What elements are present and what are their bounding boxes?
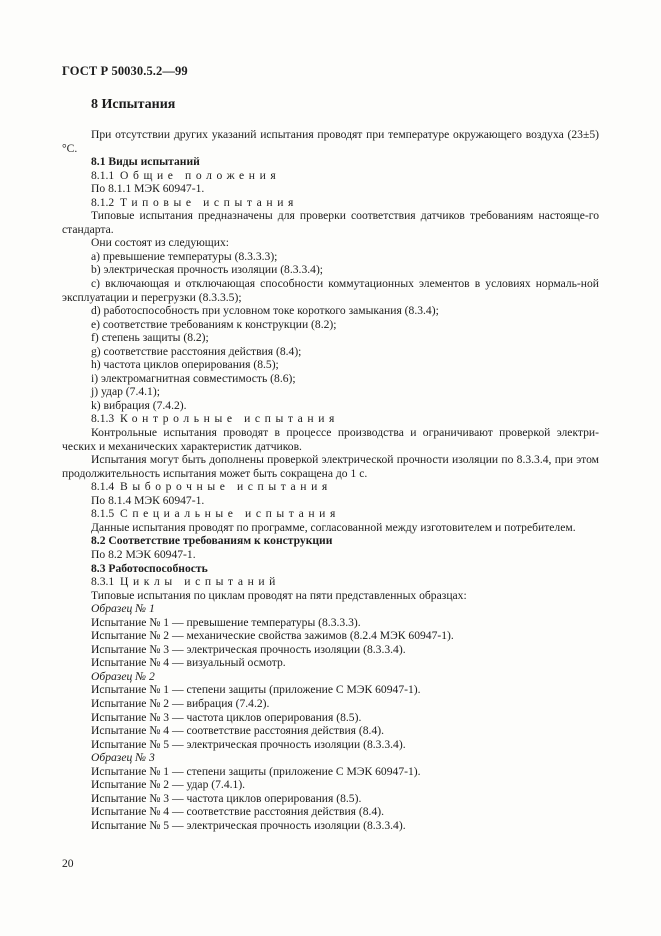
paragraph: Испытание № 5 — электрическая прочность изоляции (8.3.3.4). — [91, 737, 406, 751]
paragraph — [62, 412, 599, 426]
clause-title: Типовые испытания — [119, 195, 298, 209]
clause-title: Циклы испытаний — [119, 575, 280, 589]
clause-number: 8.1.3 — [91, 412, 120, 426]
clause-number: 8.1.5 — [91, 507, 120, 521]
paragraph: b) электрическая прочность изоляции (8.3.3.4); — [91, 263, 324, 277]
paragraph: e) соответствие требованиям к конструкции (8.2); — [91, 317, 337, 331]
paragraph: Испытание № 1 — степени защиты (приложение С МЭК 60947-1). — [91, 764, 421, 778]
paragraph: f) степень защиты (8.2); — [91, 331, 209, 345]
paragraph: По 8.2 МЭК 60947-1. — [91, 547, 196, 561]
paragraph: При отсутствии других указаний испытания проводят при температуре окружающего воздуха (23±5) °C. — [62, 128, 599, 155]
clause-title: Специальные испытания — [119, 507, 340, 521]
paragraph: Испытание № 2 — механические свойства зажимов (8.2.4 МЭК 60947-1). — [91, 629, 454, 643]
paragraph: Испытание № 3 — частота циклов оперирования (8.5). — [91, 791, 362, 805]
paragraph: Типовые испытания предназначены для проверки соответствия датчиков требованиям настояще-го стандарта. — [62, 209, 599, 236]
paragraph — [62, 507, 599, 521]
paragraph: d) работоспособность при условном токе короткого замыкания (8.3.4); — [91, 304, 439, 318]
paragraph: Испытания могут быть дополнены проверкой электрической прочности изоляции по 8.3.3.4, при этом продолжительность испытания может быть сокращена до 1 с. — [62, 453, 599, 480]
document-header: ГОСТ Р 50030.5.2—99 — [62, 64, 188, 78]
paragraph: Образец № 3 — [91, 751, 155, 765]
paragraph: 8.2 Соответствие требованиям к конструкции — [91, 534, 333, 548]
paragraph: Испытание № 2 — удар (7.4.1). — [91, 778, 246, 792]
paragraph: Испытание № 1 — степени защиты (приложение С МЭК 60947-1). — [91, 683, 421, 697]
paragraph: 8.3 Работоспособность — [91, 561, 208, 575]
paragraph: Испытание № 4 — визуальный осмотр. — [91, 656, 286, 670]
paragraph: Испытание № 1 — превышение температуры (8.3.3.3). — [91, 615, 361, 629]
paragraph: 8.1 Виды испытаний — [91, 155, 200, 169]
paragraph: i) электромагнитная совместимость (8.6); — [91, 371, 296, 385]
paragraph: Испытание № 3 — электрическая прочность изоляции (8.3.3.4). — [91, 642, 406, 656]
paragraph: k) вибрация (7.4.2). — [91, 398, 187, 412]
paragraph: По 8.1.4 МЭК 60947-1. — [91, 493, 205, 507]
paragraph: Испытание № 4 — соответствие расстояния действия (8.4). — [91, 805, 384, 819]
page-number: 20 — [62, 857, 74, 870]
clause-number: 8.1.1 — [91, 168, 120, 182]
paragraph: Типовые испытания по циклам проводят на пяти представленных образцах: — [91, 588, 467, 602]
paragraph: Контрольные испытания проводят в процессе производства и ограничивают проверкой электри-ческих и механических характеристик датчиков. — [62, 426, 599, 453]
paragraph: j) удар (7.4.1); — [91, 385, 160, 399]
paragraph: Они состоят из следующих: — [91, 236, 229, 250]
paragraph: c) включающая и отключающая способности коммутационных элементов в условиях нормаль-ной эксплуатации и перегрузки (8.3.3.5); — [62, 277, 599, 304]
paragraph: g) соответствие расстояния действия (8.4); — [91, 344, 302, 358]
paragraph: a) превышение температуры (8.3.3.3); — [91, 249, 278, 263]
clause-number: 8.1.4 — [91, 480, 120, 494]
paragraph: Испытание № 2 — вибрация (7.4.2). — [91, 696, 270, 710]
paragraph: h) частота циклов оперирования (8.5); — [91, 358, 279, 372]
paragraph: Испытание № 5 — электрическая прочность изоляции (8.3.3.4). — [91, 818, 406, 832]
paragraph: Данные испытания проводят по программе, согласованной между изготовителем и потребителем. — [91, 520, 576, 534]
clause-number: 8.3.1 — [91, 575, 120, 589]
section-title: 8 Испытания — [91, 97, 176, 112]
body-text — [62, 128, 599, 832]
clause-title: Выборочные испытания — [119, 480, 332, 494]
paragraph — [62, 196, 599, 210]
paragraph: Испытание № 4 — соответствие расстояния действия (8.4). — [91, 724, 384, 738]
clause-title: Общие положения — [119, 168, 281, 182]
paragraph: По 8.1.1 МЭК 60947-1. — [91, 182, 205, 196]
paragraph: Образец № 2 — [91, 669, 155, 683]
clause-title: Контрольные испытания — [119, 412, 339, 426]
paragraph — [62, 169, 599, 183]
paragraph — [62, 480, 599, 494]
paragraph: Испытание № 3 — частота циклов оперирования (8.5). — [91, 710, 362, 724]
clause-number: 8.1.2 — [91, 195, 120, 209]
paragraph: Образец № 1 — [91, 602, 155, 616]
paragraph — [62, 575, 599, 589]
